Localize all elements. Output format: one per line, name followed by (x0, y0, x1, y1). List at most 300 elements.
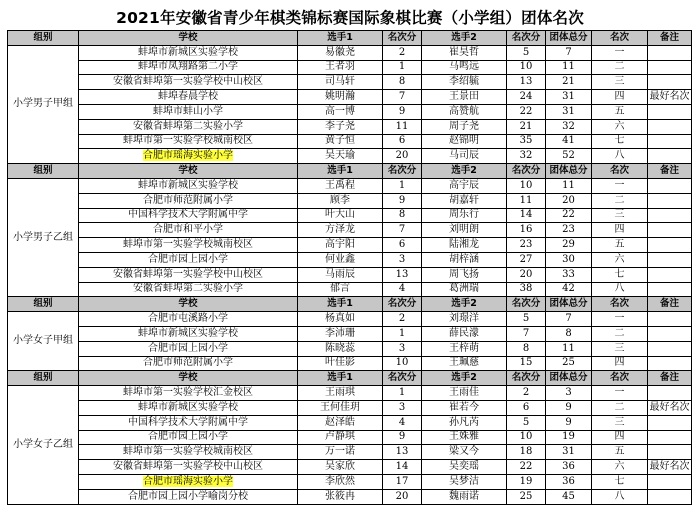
rank-cell: 一 (592, 178, 648, 193)
player1-cell: 易徽尧 (298, 45, 383, 60)
header-group: 组别 (8, 297, 79, 312)
table-row (8, 474, 692, 489)
player1-cell: 李欣然 (298, 474, 383, 489)
total-cell: 36 (546, 474, 592, 489)
player2-cell: 高宇辰 (422, 178, 507, 193)
team-ranking-table (7, 30, 692, 505)
school-cell: 合肥市园上园小学 (79, 341, 298, 356)
player2-cell: 吴奕瑶 (422, 460, 507, 475)
score1-cell: 2 (383, 45, 422, 60)
table-row (8, 45, 692, 60)
score2-cell: 13 (507, 75, 546, 90)
total-cell: 11 (546, 178, 592, 193)
rank-cell: 三 (592, 341, 648, 356)
rank-cell: 一 (592, 386, 648, 401)
score2-cell: 8 (507, 341, 546, 356)
total-cell: 9 (546, 415, 592, 430)
player1-cell: 姚明瀚 (298, 90, 383, 105)
player2-cell: 刘璟洋 (422, 312, 507, 327)
score1-cell: 3 (383, 341, 422, 356)
score2-cell: 2 (507, 386, 546, 401)
rank-cell: 一 (592, 45, 648, 60)
total-cell: 29 (546, 238, 592, 253)
score2-cell: 25 (507, 489, 546, 504)
score2-cell: 6 (507, 400, 546, 415)
player1-cell: 万一诺 (298, 445, 383, 460)
header-player2: 选手2 (422, 371, 507, 386)
note-cell (648, 75, 692, 90)
player1-cell: 司马轩 (298, 75, 383, 90)
header-rank: 名次 (592, 371, 648, 386)
header-score2: 名次分 (507, 164, 546, 179)
player1-cell: 张筱冉 (298, 489, 383, 504)
score2-cell: 32 (507, 149, 546, 164)
total-cell: 20 (546, 193, 592, 208)
school-cell: 安徽省蚌埠第一实验学校中山校区 (79, 460, 298, 475)
table-row (8, 208, 692, 223)
score2-cell: 11 (507, 193, 546, 208)
player1-cell: 黄子恒 (298, 134, 383, 149)
rank-cell: 七 (592, 267, 648, 282)
score2-cell: 5 (507, 312, 546, 327)
rank-cell: 二 (592, 193, 648, 208)
school-cell: 蚌埠市蚌山小学 (79, 104, 298, 119)
total-cell: 32 (546, 119, 592, 134)
school-cell: 蚌埠市第一实验学校城南校区 (79, 134, 298, 149)
total-cell: 3 (546, 386, 592, 401)
total-cell: 25 (546, 356, 592, 371)
rank-cell: 一 (592, 312, 648, 327)
header-player1: 选手1 (298, 371, 383, 386)
header-row (8, 297, 692, 312)
note-cell (648, 208, 692, 223)
school-cell: 蚌埠市第一实验学校汇金校区 (79, 386, 298, 401)
player2-cell: 王梓萌 (422, 341, 507, 356)
player2-cell: 胡梓涵 (422, 252, 507, 267)
rank-cell: 七 (592, 134, 648, 149)
score2-cell: 27 (507, 252, 546, 267)
table-row (8, 400, 692, 415)
note-cell (648, 341, 692, 356)
header-score2: 名次分 (507, 371, 546, 386)
score2-cell: 5 (507, 415, 546, 430)
total-cell: 36 (546, 460, 592, 475)
score1-cell: 4 (383, 282, 422, 297)
score1-cell: 8 (383, 75, 422, 90)
total-cell: 33 (546, 267, 592, 282)
header-player1: 选手1 (298, 31, 383, 46)
player1-cell: 何业鑫 (298, 252, 383, 267)
score2-cell: 35 (507, 134, 546, 149)
score1-cell: 10 (383, 356, 422, 371)
table-row (8, 267, 692, 282)
player2-cell: 李绍毓 (422, 75, 507, 90)
school-cell: 蚌埠市凤翔路第二小学 (79, 60, 298, 75)
player1-cell: 李沛珊 (298, 326, 383, 341)
rank-cell: 五 (592, 445, 648, 460)
table-row (8, 104, 692, 119)
score1-cell: 1 (383, 326, 422, 341)
score1-cell: 1 (383, 178, 422, 193)
header-note: 备注 (648, 31, 692, 46)
note-cell (648, 430, 692, 445)
table-row (8, 430, 692, 445)
rank-cell: 四 (592, 430, 648, 445)
score2-cell: 15 (507, 356, 546, 371)
group-name: 小学男子甲组 (8, 45, 79, 163)
school-cell: 合肥市园上园小学喻岗分校 (79, 489, 298, 504)
player2-cell: 王珮慈 (422, 356, 507, 371)
note-cell: 最好名次 (648, 90, 692, 105)
note-cell (648, 252, 692, 267)
note-cell (648, 326, 692, 341)
note-cell (648, 104, 692, 119)
total-cell: 22 (546, 208, 592, 223)
school-cell: 蚌埠春晨学校 (79, 90, 298, 105)
header-player2: 选手2 (422, 297, 507, 312)
table-row (8, 60, 692, 75)
score1-cell: 7 (383, 223, 422, 238)
player2-cell: 胡嘉轩 (422, 193, 507, 208)
note-cell (648, 415, 692, 430)
rank-cell: 四 (592, 90, 648, 105)
note-cell (648, 193, 692, 208)
player2-cell: 薛民濛 (422, 326, 507, 341)
score1-cell: 6 (383, 134, 422, 149)
school-cell: 合肥市和平小学 (79, 223, 298, 238)
score2-cell: 22 (507, 104, 546, 119)
header-row (8, 371, 692, 386)
header-group: 组别 (8, 164, 79, 179)
group-name: 小学女子乙组 (8, 386, 79, 504)
rank-cell: 二 (592, 60, 648, 75)
player1-cell: 顾李 (298, 193, 383, 208)
score2-cell: 16 (507, 223, 546, 238)
school-cell: 合肥市师范附属小学 (79, 193, 298, 208)
table-row (8, 415, 692, 430)
table-row (8, 460, 692, 475)
school-cell: 蚌埠市新城区实验学校 (79, 400, 298, 415)
note-cell (648, 45, 692, 60)
player2-cell: 高赞航 (422, 104, 507, 119)
note-cell: 最好名次 (648, 400, 692, 415)
rank-cell: 五 (592, 238, 648, 253)
player1-cell: 王何佳玥 (298, 400, 383, 415)
header-total: 团体总分 (546, 164, 592, 179)
rank-cell: 二 (592, 400, 648, 415)
score2-cell: 21 (507, 119, 546, 134)
score2-cell: 14 (507, 208, 546, 223)
player2-cell: 崔昊哲 (422, 45, 507, 60)
table-row (8, 356, 692, 371)
total-cell: 41 (546, 134, 592, 149)
header-player2: 选手2 (422, 31, 507, 46)
score1-cell: 20 (383, 489, 422, 504)
school-cell: 合肥市园上园小学 (79, 430, 298, 445)
note-cell (648, 223, 692, 238)
header-score1: 名次分 (383, 371, 422, 386)
score2-cell: 5 (507, 45, 546, 60)
score1-cell: 9 (383, 104, 422, 119)
player1-cell: 高一博 (298, 104, 383, 119)
score1-cell: 9 (383, 430, 422, 445)
header-note: 备注 (648, 297, 692, 312)
total-cell: 7 (546, 312, 592, 327)
note-cell (648, 178, 692, 193)
total-cell: 11 (546, 60, 592, 75)
player2-cell: 葛洲瑞 (422, 282, 507, 297)
header-school: 学校 (79, 371, 298, 386)
player2-cell: 王雨佳 (422, 386, 507, 401)
player2-cell: 孙凡芮 (422, 415, 507, 430)
player2-cell: 马司辰 (422, 149, 507, 164)
header-total: 团体总分 (546, 371, 592, 386)
table-row (8, 386, 692, 401)
rank-cell: 四 (592, 356, 648, 371)
note-cell (648, 445, 692, 460)
player1-cell: 叶大山 (298, 208, 383, 223)
total-cell: 7 (546, 45, 592, 60)
total-cell: 31 (546, 104, 592, 119)
school-cell: 合肥市屯溪路小学 (79, 312, 298, 327)
player1-cell: 马雨辰 (298, 267, 383, 282)
player2-cell: 赵锦明 (422, 134, 507, 149)
school-cell: 中国科学技术大学附属中学 (79, 415, 298, 430)
header-school: 学校 (79, 164, 298, 179)
rank-cell: 二 (592, 326, 648, 341)
note-cell (648, 282, 692, 297)
total-cell: 30 (546, 252, 592, 267)
score2-cell: 19 (507, 474, 546, 489)
total-cell: 9 (546, 400, 592, 415)
table-row (8, 223, 692, 238)
header-score1: 名次分 (383, 164, 422, 179)
header-school: 学校 (79, 297, 298, 312)
rank-cell: 三 (592, 208, 648, 223)
rank-cell: 五 (592, 104, 648, 119)
note-cell (648, 149, 692, 164)
table-row (8, 341, 692, 356)
player1-cell: 吴天瑜 (298, 149, 383, 164)
header-note: 备注 (648, 164, 692, 179)
score2-cell: 18 (507, 445, 546, 460)
score1-cell: 8 (383, 208, 422, 223)
header-total: 团体总分 (546, 297, 592, 312)
score1-cell: 3 (383, 400, 422, 415)
score2-cell: 22 (507, 460, 546, 475)
player2-cell: 王姝雅 (422, 430, 507, 445)
table-row (8, 193, 692, 208)
rank-cell: 六 (592, 460, 648, 475)
player2-cell: 吴梦洁 (422, 474, 507, 489)
score2-cell: 38 (507, 282, 546, 297)
total-cell: 31 (546, 445, 592, 460)
score1-cell: 1 (383, 386, 422, 401)
player1-cell: 高宇阳 (298, 238, 383, 253)
score2-cell: 10 (507, 178, 546, 193)
score1-cell: 1 (383, 60, 422, 75)
total-cell: 21 (546, 75, 592, 90)
table-row (8, 149, 692, 164)
header-rank: 名次 (592, 31, 648, 46)
note-cell (648, 267, 692, 282)
school-cell: 蚌埠市新城区实验学校 (79, 45, 298, 60)
header-rank: 名次 (592, 297, 648, 312)
school-cell: 安徽省蚌埠第一实验学校中山校区 (79, 267, 298, 282)
score2-cell: 24 (507, 90, 546, 105)
table-row (8, 445, 692, 460)
header-score1: 名次分 (383, 31, 422, 46)
rank-cell: 六 (592, 252, 648, 267)
score2-cell: 10 (507, 60, 546, 75)
rank-cell: 六 (592, 119, 648, 134)
school-cell (79, 474, 298, 489)
player1-cell: 杨真如 (298, 312, 383, 327)
player1-cell: 陈晓蕊 (298, 341, 383, 356)
page-title: 2021年安徽省青少年棋类锦标赛国际象棋比赛（小学组）团体名次 (116, 9, 584, 27)
table-row (8, 326, 692, 341)
player1-cell: 叶佳影 (298, 356, 383, 371)
total-cell: 11 (546, 341, 592, 356)
school-cell: 蚌埠市新城区实验学校 (79, 326, 298, 341)
score1-cell: 13 (383, 445, 422, 460)
school-cell: 蚌埠市第一实验学校城南校区 (79, 445, 298, 460)
school-cell: 安徽省蚌埠第二实验小学 (79, 119, 298, 134)
score2-cell: 10 (507, 430, 546, 445)
group-name: 小学男子乙组 (8, 178, 79, 296)
school-cell (79, 149, 298, 164)
header-row (8, 31, 692, 46)
rank-cell: 八 (592, 489, 648, 504)
player1-cell: 方泽龙 (298, 223, 383, 238)
score1-cell: 13 (383, 267, 422, 282)
header-total: 团体总分 (546, 31, 592, 46)
score1-cell: 7 (383, 90, 422, 105)
table-row (8, 178, 692, 193)
note-cell (648, 238, 692, 253)
table-row (8, 312, 692, 327)
note-cell (648, 134, 692, 149)
score1-cell: 2 (383, 312, 422, 327)
table-row (8, 75, 692, 90)
rank-cell: 八 (592, 149, 648, 164)
player1-cell: 卢静琪 (298, 430, 383, 445)
note-cell (648, 489, 692, 504)
table-row (8, 252, 692, 267)
school-cell: 安徽省蚌埠第二实验小学 (79, 282, 298, 297)
school-cell: 蚌埠市新城区实验学校 (79, 178, 298, 193)
table-row (8, 90, 692, 105)
score1-cell: 17 (383, 474, 422, 489)
table-row (8, 134, 692, 149)
header-group: 组别 (8, 31, 79, 46)
highlighted-school-name: 合肥市瑶海实验小学 (143, 150, 233, 162)
total-cell: 42 (546, 282, 592, 297)
score1-cell: 6 (383, 238, 422, 253)
table-row (8, 282, 692, 297)
note-cell (648, 474, 692, 489)
player2-cell: 刘明朗 (422, 223, 507, 238)
player2-cell: 崔若今 (422, 400, 507, 415)
score1-cell: 11 (383, 119, 422, 134)
school-cell: 合肥市师范附属小学 (79, 356, 298, 371)
school-cell: 中国科学技术大学附属中学 (79, 208, 298, 223)
header-rank: 名次 (592, 164, 648, 179)
school-cell: 合肥市园上园小学 (79, 252, 298, 267)
player2-cell: 王景田 (422, 90, 507, 105)
score2-cell: 23 (507, 238, 546, 253)
total-cell: 19 (546, 430, 592, 445)
note-cell (648, 356, 692, 371)
header-school: 学校 (79, 31, 298, 46)
note-cell (648, 60, 692, 75)
header-score1: 名次分 (383, 297, 422, 312)
header-score2: 名次分 (507, 31, 546, 46)
school-cell: 安徽省蚌埠第一实验学校中山校区 (79, 75, 298, 90)
player1-cell: 王禹程 (298, 178, 383, 193)
total-cell: 31 (546, 90, 592, 105)
header-group: 组别 (8, 371, 79, 386)
header-player1: 选手1 (298, 297, 383, 312)
score1-cell: 20 (383, 149, 422, 164)
score1-cell: 9 (383, 193, 422, 208)
player1-cell: 赵泽皓 (298, 415, 383, 430)
total-cell: 23 (546, 223, 592, 238)
header-score2: 名次分 (507, 297, 546, 312)
score2-cell: 20 (507, 267, 546, 282)
player2-cell: 魏雨诺 (422, 489, 507, 504)
player2-cell: 周乐行 (422, 208, 507, 223)
player2-cell: 陆湘龙 (422, 238, 507, 253)
highlighted-school-name: 合肥市瑶海实验小学 (143, 475, 233, 487)
player1-cell: 李子尧 (298, 119, 383, 134)
table-row (8, 489, 692, 504)
player2-cell: 梁又今 (422, 445, 507, 460)
rank-cell: 八 (592, 282, 648, 297)
player1-cell: 王雨琪 (298, 386, 383, 401)
total-cell: 45 (546, 489, 592, 504)
note-cell (648, 312, 692, 327)
header-player1: 选手1 (298, 164, 383, 179)
player2-cell: 马鸣远 (422, 60, 507, 75)
total-cell: 52 (546, 149, 592, 164)
group-name: 小学女子甲组 (8, 312, 79, 371)
rank-cell: 四 (592, 223, 648, 238)
note-cell (648, 386, 692, 401)
score1-cell: 4 (383, 415, 422, 430)
player2-cell: 周飞扬 (422, 267, 507, 282)
score1-cell: 3 (383, 252, 422, 267)
player1-cell: 王者羽 (298, 60, 383, 75)
player2-cell: 周子尧 (422, 119, 507, 134)
table-row (8, 119, 692, 134)
total-cell: 8 (546, 326, 592, 341)
table-row (8, 238, 692, 253)
rank-cell: 三 (592, 415, 648, 430)
score1-cell: 14 (383, 460, 422, 475)
note-cell: 最好名次 (648, 460, 692, 475)
score2-cell: 7 (507, 326, 546, 341)
rank-cell: 三 (592, 75, 648, 90)
header-row (8, 164, 692, 179)
header-note: 备注 (648, 371, 692, 386)
rank-cell: 七 (592, 474, 648, 489)
player1-cell: 吴家欣 (298, 460, 383, 475)
note-cell (648, 119, 692, 134)
player1-cell: 郁言 (298, 282, 383, 297)
header-player2: 选手2 (422, 164, 507, 179)
school-cell: 蚌埠市第一实验学校城南校区 (79, 238, 298, 253)
